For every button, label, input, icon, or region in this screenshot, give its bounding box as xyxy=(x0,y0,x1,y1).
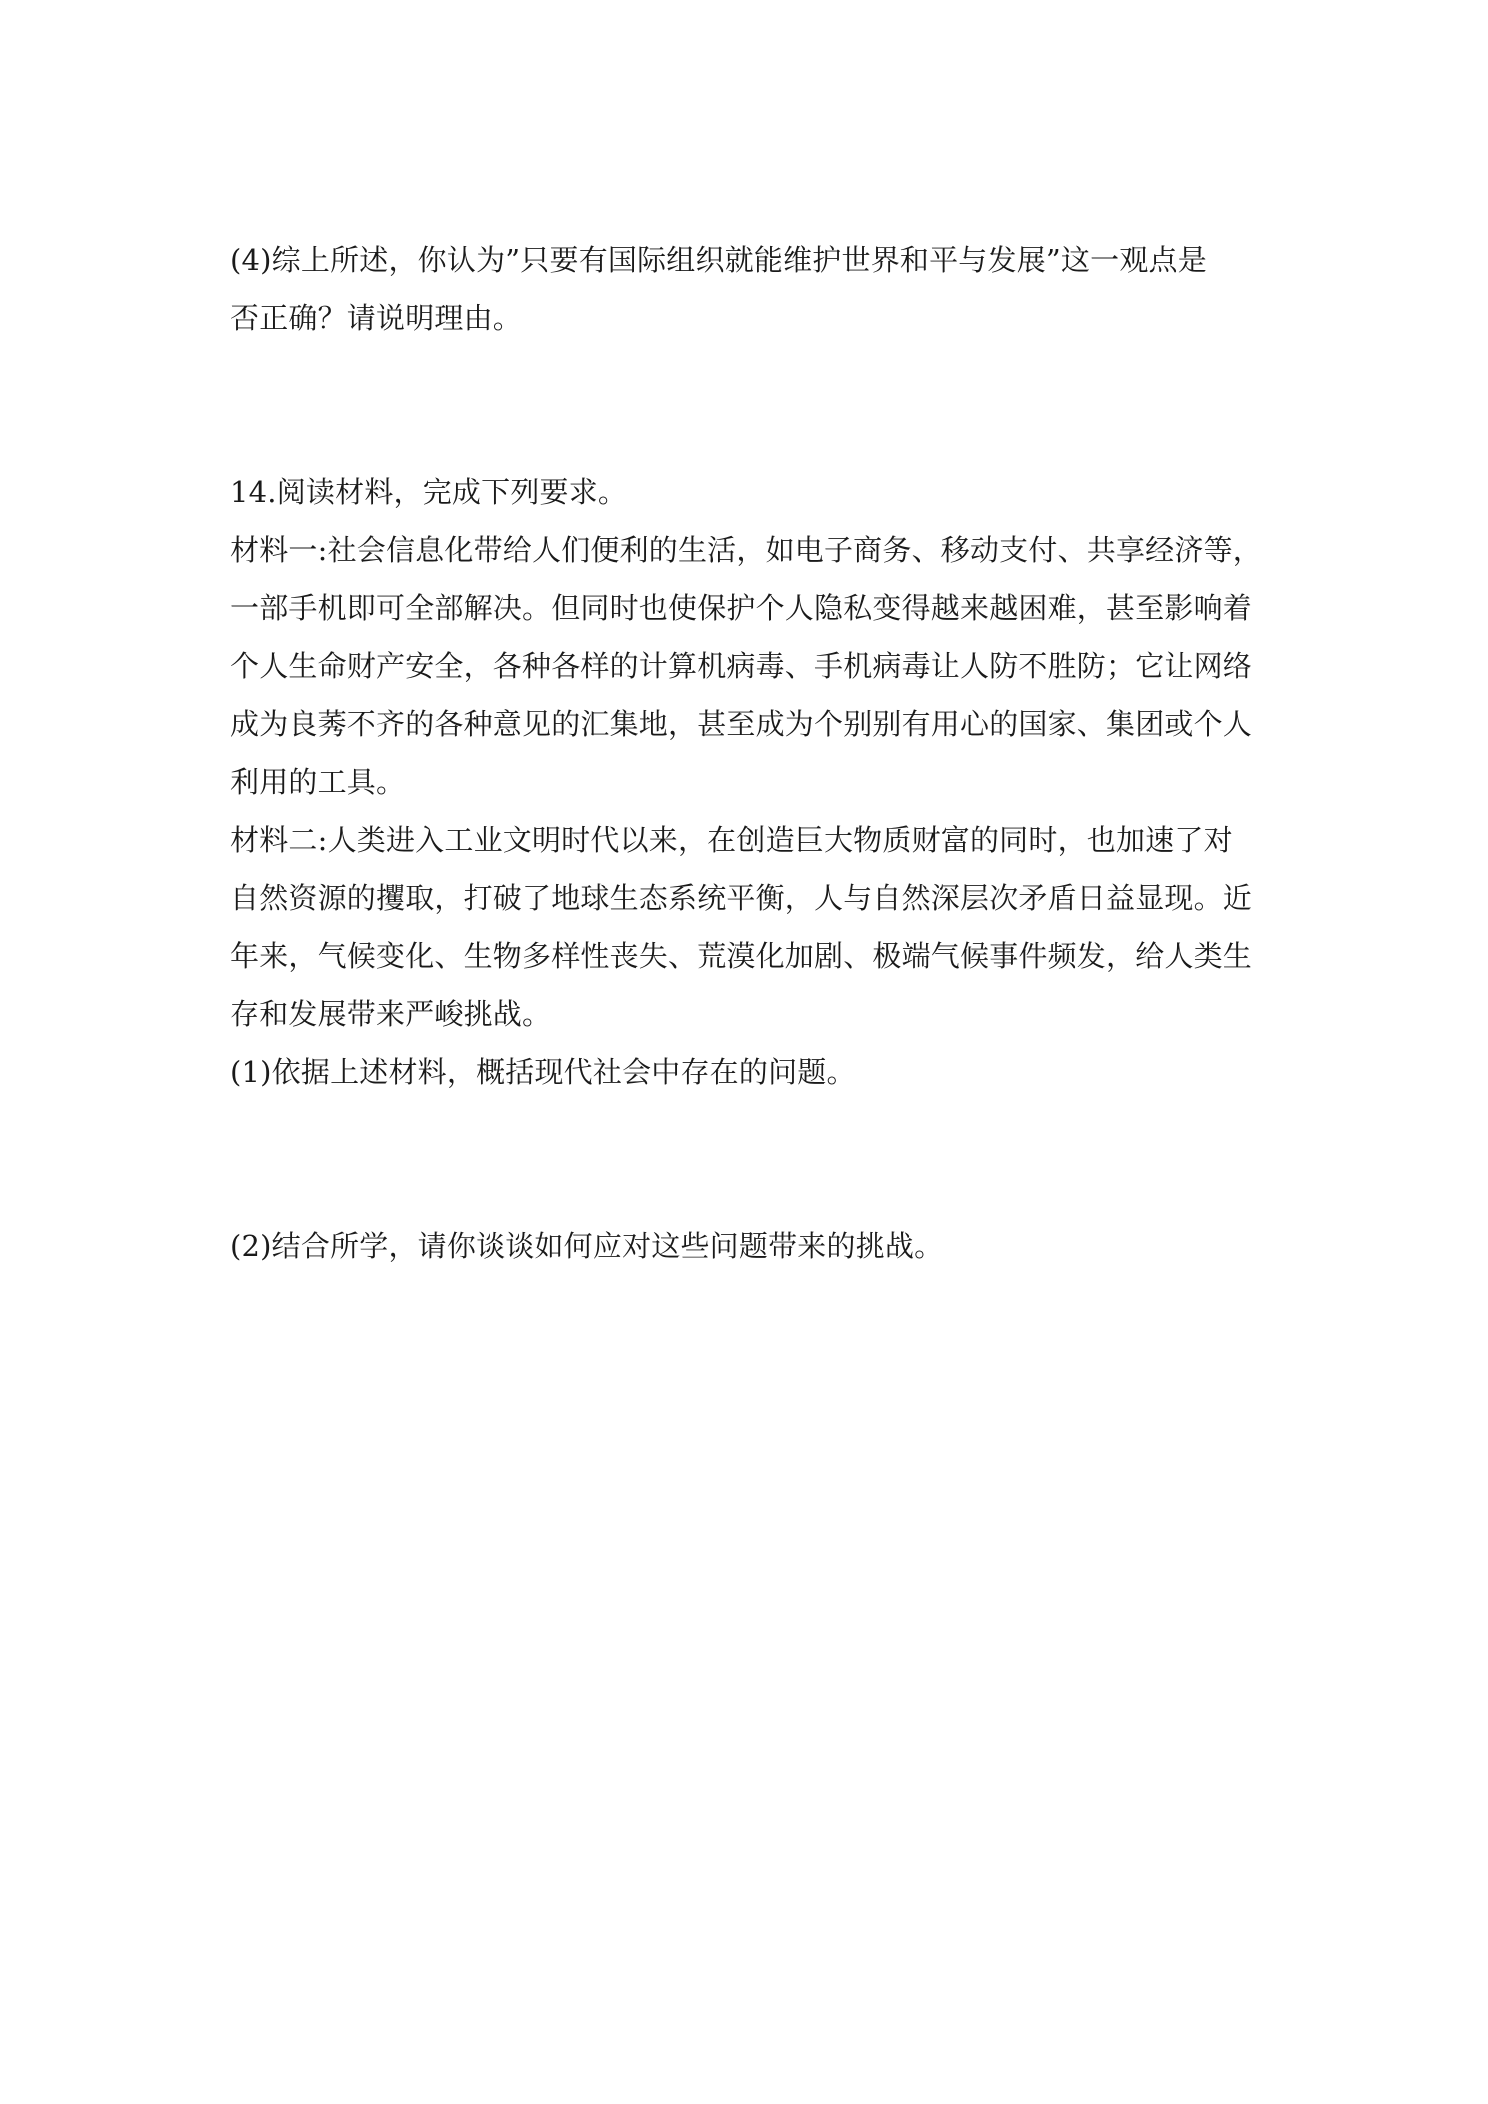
q14-material-one-line-5: 利用的工具。 xyxy=(230,765,406,799)
q14-material-one-line-3: 个人生命财产安全，各种各样的计算机病毒、手机病毒让人防不胜防；它让网络 xyxy=(230,649,1253,683)
q13-part4-line-1: (4)综上所述，你认为”只要有国际组织就能维护世界和平与发展”这一观点是 xyxy=(230,243,1207,277)
q14-material-two-line-3: 年来，气候变化、生物多样性丧失、荒漠化加剧、极端气候事件频发，给人类生 xyxy=(230,939,1253,973)
q14-material-one-line-4: 成为良莠不齐的各种意见的汇集地，甚至成为个别别有用心的国家、集团或个人 xyxy=(230,707,1253,741)
q14-part2: (2)结合所学，请你谈谈如何应对这些问题带来的挑战。 xyxy=(230,1229,944,1263)
q14-material-two-line-1: 材料二:人类进入工业文明时代以来，在创造巨大物质财富的同时，也加速了对 xyxy=(230,823,1233,857)
q14-material-one-line-1: 材料一:社会信息化带给人们便利的生活，如电子商务、移动支付、共享经济等， xyxy=(230,533,1262,567)
q14-material-one-line-2: 一部手机即可全部解决。但同时也使保护个人隐私变得越来越困难，甚至影响着 xyxy=(230,591,1253,625)
q14-title: 14.阅读材料，完成下列要求。 xyxy=(230,475,628,509)
q14-part1: (1)依据上述材料，概括现代社会中存在的问题。 xyxy=(230,1055,856,1089)
q14-material-two-line-2: 自然资源的攫取，打破了地球生态系统平衡，人与自然深层次矛盾日益显现。近 xyxy=(230,881,1253,915)
q14-material-two-line-4: 存和发展带来严峻挑战。 xyxy=(230,997,552,1031)
q13-part4-line-2: 否正确？请说明理由。 xyxy=(230,301,523,335)
